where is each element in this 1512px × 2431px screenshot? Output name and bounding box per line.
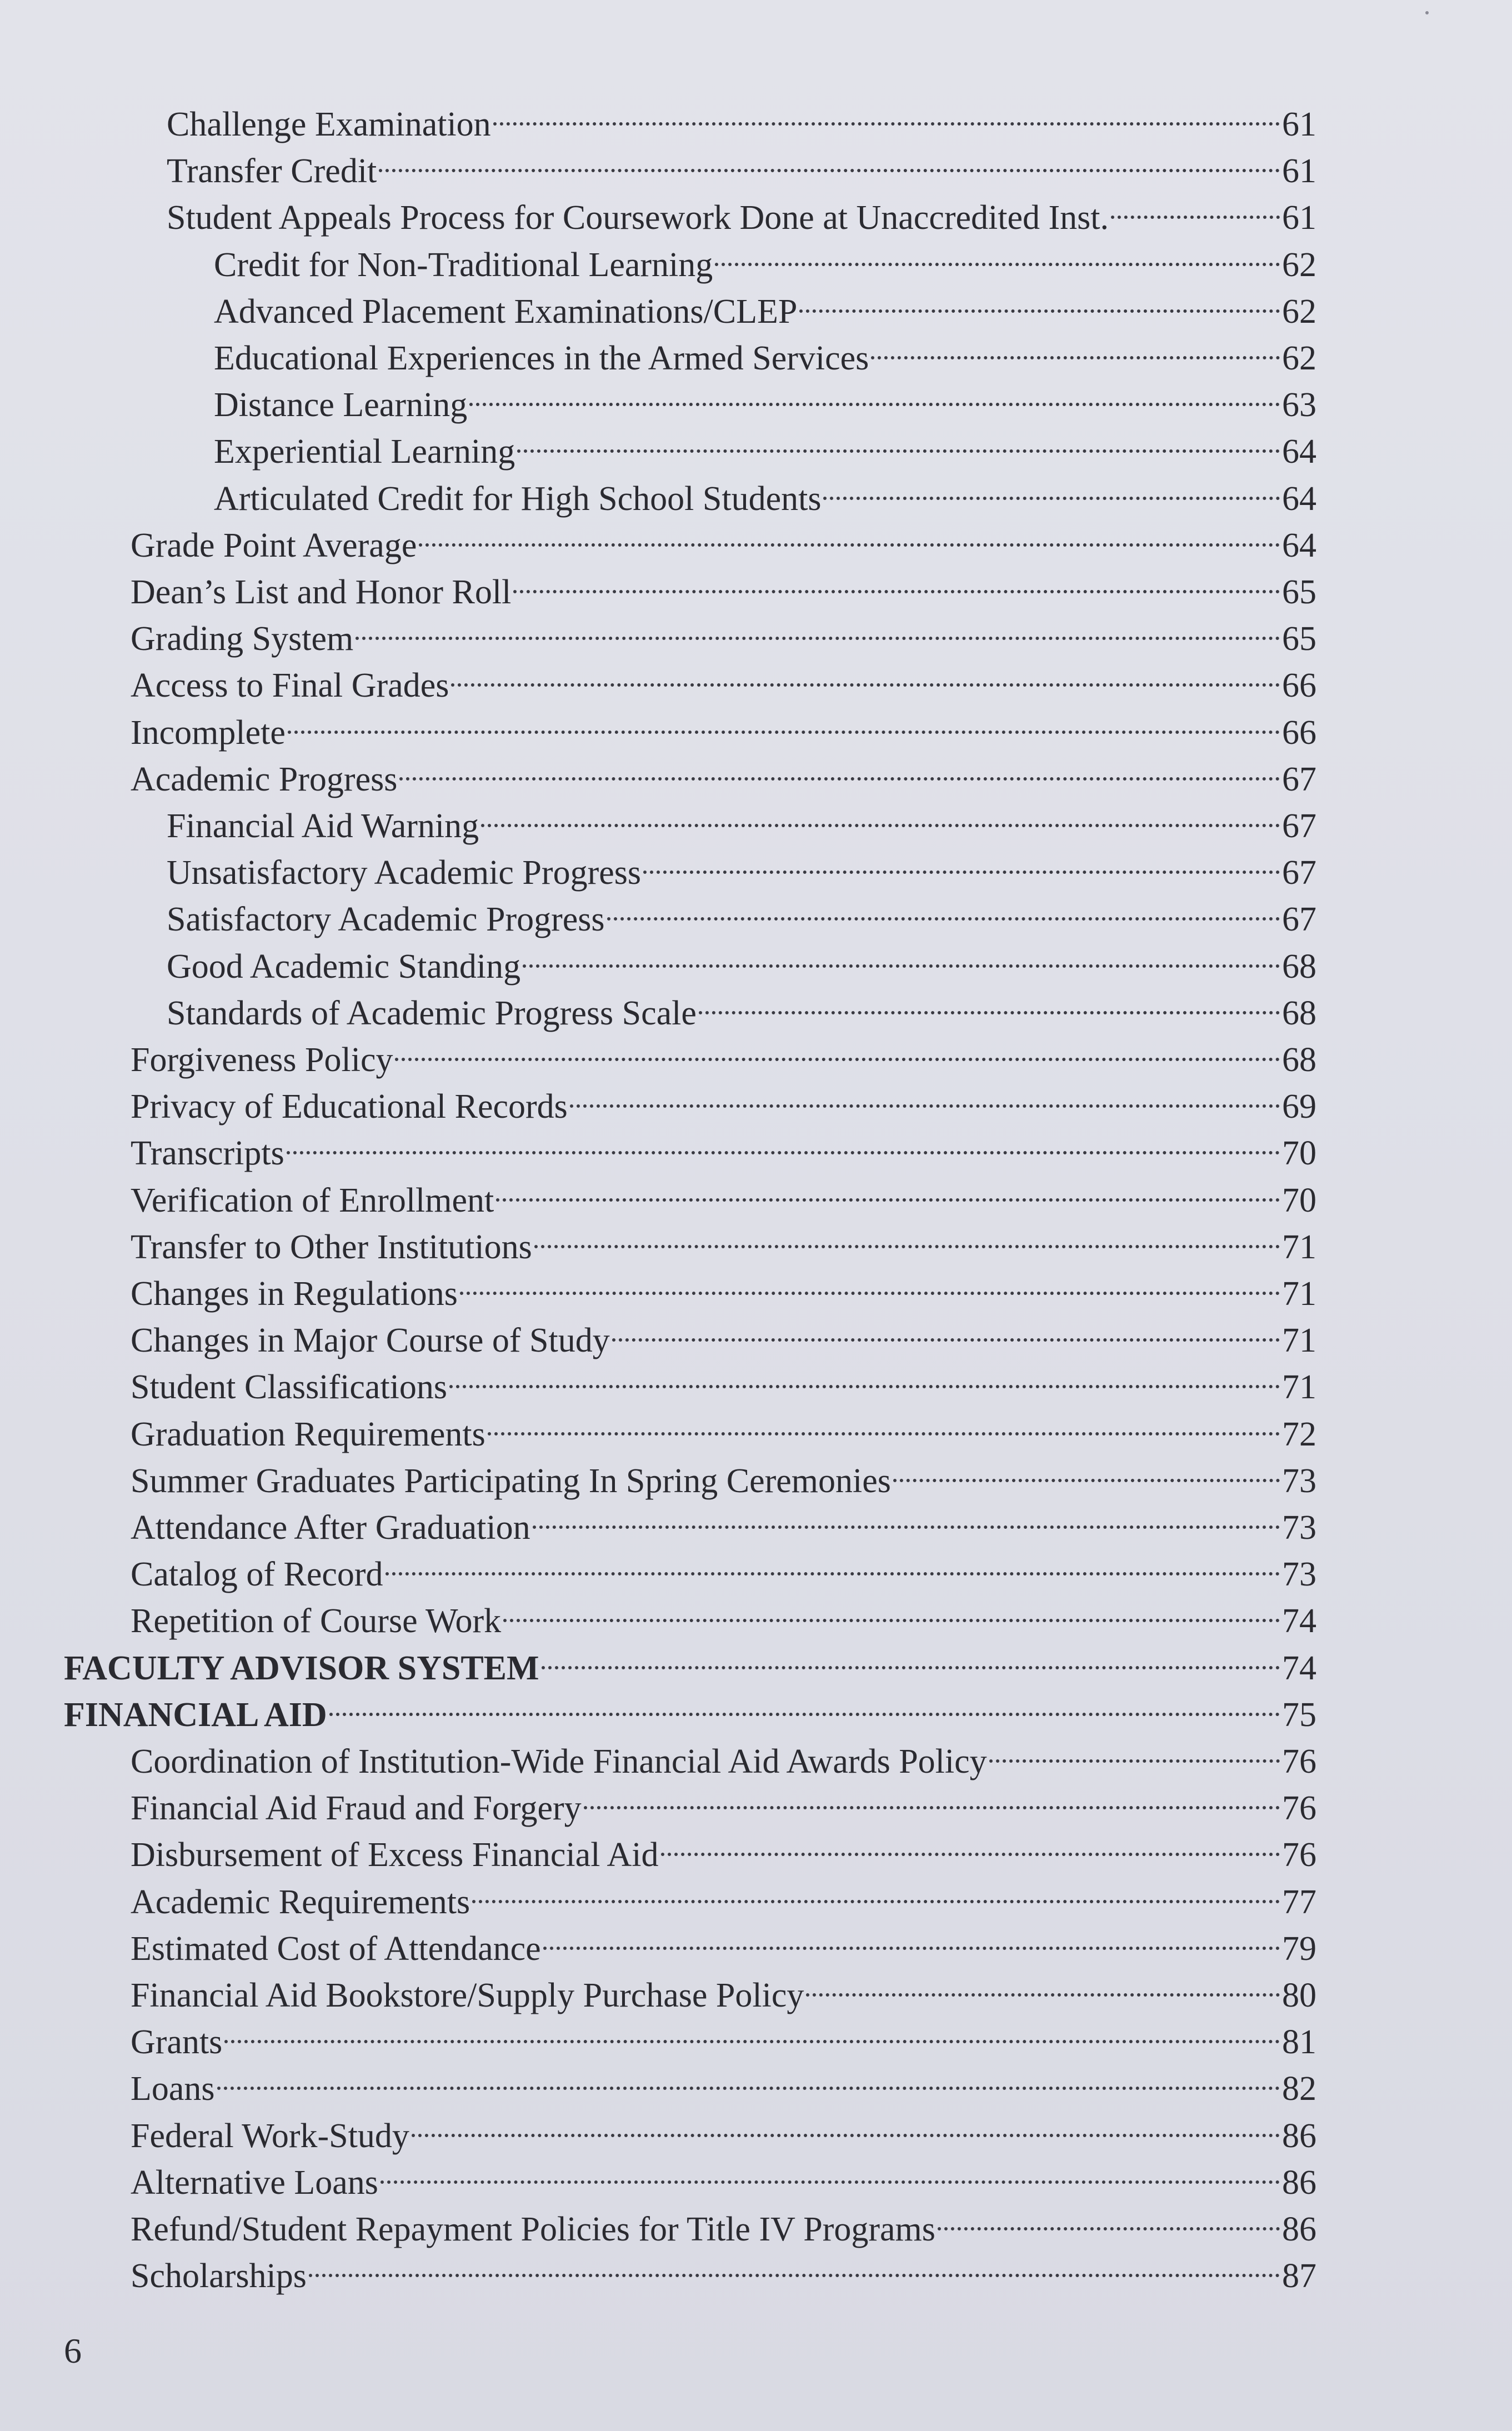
toc-entry — [64, 1679, 1316, 1734]
dot-leader — [472, 1867, 1280, 1913]
toc-entry-page: 76 — [1282, 1743, 1316, 1780]
toc-entry-title: Grade Point Average — [131, 526, 417, 564]
toc-entry — [214, 323, 1316, 377]
toc-entry-title: Transfer Credit — [167, 152, 377, 191]
dot-leader — [287, 1118, 1280, 1164]
toc-entry-page: 64 — [1282, 479, 1316, 518]
toc-entry — [131, 1913, 1316, 1968]
dot-leader — [607, 884, 1280, 931]
toc-entry — [131, 744, 1316, 798]
toc-entry-title: Educational Experiences in the Armed Services — [214, 339, 869, 377]
toc-entry-page: 73 — [1282, 1509, 1316, 1547]
toc-entry-title: Catalog of Record — [131, 1555, 383, 1594]
dot-leader — [288, 697, 1280, 744]
toc-entry — [167, 884, 1316, 939]
toc-entry-title: Standards of Academic Progress Scale — [167, 994, 697, 1032]
toc-entry-page: 62 — [1282, 246, 1316, 284]
dot-leader — [380, 2147, 1280, 2194]
toc-entry-page: 74 — [1282, 1649, 1316, 1687]
dot-leader — [823, 463, 1280, 510]
dot-leader — [469, 369, 1280, 416]
toc-entry-page: 62 — [1282, 339, 1316, 377]
toc-entry-title: FACULTY ADVISOR SYSTEM — [64, 1649, 539, 1687]
toc-entry-title: Distance Learning — [214, 386, 468, 424]
toc-entry-title: Summer Graduates Participating In Spring Ceremonies — [131, 1462, 891, 1500]
dot-leader — [584, 1773, 1280, 1819]
toc-entry-title: Dean’s List and Honor Roll — [131, 573, 512, 611]
toc-entry-title: Advanced Placement Examinations/CLEP — [214, 292, 798, 331]
toc-entry-title: Alternative Loans — [131, 2163, 378, 2202]
toc-entry — [214, 276, 1316, 331]
toc-entry-title: Loans — [131, 2070, 215, 2108]
dot-leader — [989, 1726, 1280, 1773]
toc-entry-title: Financial Aid Fraud and Forgery — [131, 1789, 582, 1828]
dot-leader — [449, 1352, 1280, 1398]
dot-leader — [699, 978, 1280, 1024]
toc-entry-page: 87 — [1282, 2257, 1316, 2295]
toc-entry — [131, 1445, 1316, 1500]
dot-leader — [513, 557, 1280, 603]
toc-entry-title: Grants — [131, 2023, 223, 2062]
toc-entry-title: Good Academic Standing — [167, 947, 521, 986]
toc-entry-page: 86 — [1282, 2210, 1316, 2248]
toc-entry-title: Challenge Examination — [167, 106, 491, 143]
toc-entry — [131, 1726, 1316, 1780]
dot-leader — [481, 791, 1280, 837]
toc-entry-page: 68 — [1282, 1041, 1316, 1079]
toc-entry — [131, 557, 1316, 611]
dot-leader — [488, 1399, 1280, 1445]
toc-entry-page: 66 — [1282, 713, 1316, 752]
dot-leader — [715, 229, 1280, 276]
toc-entry — [167, 182, 1316, 237]
toc-entry-page: 61 — [1282, 106, 1316, 143]
toc-entry-page: 71 — [1282, 1322, 1316, 1360]
toc-entry — [214, 229, 1316, 284]
toc-entry-title: Articulated Credit for High School Students — [214, 479, 822, 518]
toc-entry-title: Student Classifications — [131, 1368, 448, 1407]
toc-entry — [131, 603, 1316, 658]
toc-entry-page: 71 — [1282, 1275, 1316, 1313]
toc-entry — [131, 2100, 1316, 2155]
toc-entry-title: Experiential Learning — [214, 433, 515, 471]
toc-entry-page: 65 — [1282, 620, 1316, 658]
toc-entry-title: Changes in Regulations — [131, 1275, 458, 1313]
toc-entry — [167, 136, 1316, 191]
toc-entry — [131, 2240, 1316, 2295]
dot-leader — [543, 1913, 1280, 1960]
toc-entry-page: 81 — [1282, 2023, 1316, 2062]
toc-entry-title: Graduation Requirements — [131, 1415, 485, 1453]
toc-entry-page: 64 — [1282, 433, 1316, 471]
toc-entry-page: 73 — [1282, 1555, 1316, 1594]
toc-entry-page: 86 — [1282, 2117, 1316, 2155]
toc-entry — [131, 1539, 1316, 1594]
toc-entry-page: 75 — [1282, 1695, 1316, 1734]
dot-leader — [806, 1960, 1280, 2007]
dot-leader — [224, 2007, 1280, 2053]
toc-entry — [131, 1399, 1316, 1453]
toc-entry — [131, 1773, 1316, 1828]
toc-entry — [131, 1867, 1316, 1921]
toc-entry-title: Refund/Student Repayment Policies for Title IV Programs — [131, 2210, 935, 2248]
toc-entry — [214, 463, 1316, 518]
toc-entry-title: Satisfactory Academic Progress — [167, 901, 605, 939]
page-number: 6 — [64, 2331, 82, 2370]
toc-entry-title: Disbursement of Excess Financial Aid — [131, 1836, 659, 1874]
toc-entry-page: 77 — [1282, 1883, 1316, 1921]
toc-entry-page: 76 — [1282, 1789, 1316, 1828]
dot-leader — [612, 1305, 1280, 1352]
toc-entry-page: 76 — [1282, 1836, 1316, 1874]
toc-entry-title: Financial Aid Bookstore/Supply Purchase Policy — [131, 1977, 804, 2014]
toc-entry-page: 86 — [1282, 2163, 1316, 2202]
toc-entry-page: 65 — [1282, 573, 1316, 611]
dot-leader — [938, 2194, 1280, 2240]
toc-entry-page: 67 — [1282, 760, 1316, 798]
dot-leader — [523, 931, 1280, 978]
toc-entry — [131, 650, 1316, 705]
toc-entry — [131, 510, 1316, 564]
toc-entry-page: 63 — [1282, 386, 1316, 424]
dot-leader — [503, 1585, 1280, 1632]
toc-entry-page: 62 — [1282, 292, 1316, 331]
toc-entry-title: FINANCIAL AID — [64, 1695, 327, 1734]
dot-leader — [419, 510, 1280, 557]
toc-entry-title: Academic Progress — [131, 760, 398, 798]
toc-entry-title: Transcripts — [131, 1134, 284, 1173]
dot-leader — [217, 2053, 1280, 2100]
toc-entry-page: 70 — [1282, 1134, 1316, 1173]
toc-entry — [131, 1492, 1316, 1547]
toc-entry — [64, 1633, 1316, 1687]
toc-entry — [167, 931, 1316, 986]
dot-leader — [643, 837, 1280, 884]
dot-leader — [533, 1492, 1280, 1539]
dot-leader — [493, 89, 1280, 136]
toc-entry — [167, 791, 1316, 845]
toc-entry — [131, 1071, 1316, 1126]
toc-entry — [131, 1118, 1316, 1173]
dot-leader — [496, 1165, 1280, 1212]
dot-leader — [799, 276, 1280, 323]
dot-leader — [460, 1258, 1280, 1305]
toc-entry — [131, 2053, 1316, 2108]
dot-leader — [451, 650, 1280, 697]
toc-entry-page: 69 — [1282, 1088, 1316, 1126]
toc-entry-page: 66 — [1282, 667, 1316, 705]
dot-leader — [309, 2240, 1280, 2287]
dot-leader — [1111, 182, 1280, 229]
toc-entry-title: Incomplete — [131, 713, 286, 752]
toc-entry — [167, 978, 1316, 1032]
toc-entry — [131, 1960, 1316, 2014]
dot-leader — [517, 416, 1280, 463]
toc-entry-title: Academic Requirements — [131, 1883, 470, 1921]
dot-leader — [412, 2100, 1280, 2147]
toc-entry-title: Changes in Major Course of Study — [131, 1322, 610, 1360]
dot-leader — [542, 1633, 1280, 1679]
toc-entry-page: 67 — [1282, 807, 1316, 845]
toc-entry-page: 61 — [1282, 199, 1316, 237]
toc-entry-title: Unsatisfactory Academic Progress — [167, 854, 641, 892]
toc-entry-page: 82 — [1282, 2070, 1316, 2108]
toc-entry-title: Federal Work-Study — [131, 2117, 409, 2155]
toc-entry-page: 71 — [1282, 1228, 1316, 1266]
toc-entry — [214, 416, 1316, 471]
toc-entry-title: Access to Final Grades — [131, 667, 449, 705]
toc-entry — [131, 1258, 1316, 1313]
dot-leader — [871, 323, 1280, 369]
toc-entry — [131, 1212, 1316, 1266]
toc-entry-title: Coordination of Institution-Wide Financial Aid Awards Policy — [131, 1743, 987, 1780]
toc-entry-page: 79 — [1282, 1929, 1316, 1968]
dot-leader — [356, 603, 1280, 650]
toc-entry — [131, 1819, 1316, 1874]
dot-leader — [570, 1071, 1280, 1118]
dot-leader — [329, 1679, 1280, 1726]
toc-entry-title: Grading System — [131, 620, 354, 658]
dot-leader — [395, 1024, 1280, 1071]
toc-entry-page: 67 — [1282, 901, 1316, 939]
toc-entry-page: 70 — [1282, 1181, 1316, 1219]
dot-leader — [661, 1819, 1280, 1866]
toc-entry-title: Financial Aid Warning — [167, 807, 479, 845]
dot-leader — [385, 1539, 1280, 1585]
toc-entry-page: 68 — [1282, 947, 1316, 986]
toc-entry-page: 74 — [1282, 1602, 1316, 1640]
toc-entry — [131, 1305, 1316, 1360]
toc-entry — [167, 837, 1316, 892]
toc-entry-title: Transfer to Other Institutions — [131, 1228, 532, 1266]
toc-entry — [131, 697, 1316, 752]
toc-entry — [131, 2007, 1316, 2062]
dot-leader — [893, 1445, 1280, 1492]
toc-entry — [131, 1165, 1316, 1219]
toc-entry-title: Attendance After Graduation — [131, 1509, 530, 1547]
toc-entry — [131, 2194, 1316, 2248]
toc-entry-page: 80 — [1282, 1977, 1316, 2014]
dot-leader — [534, 1212, 1280, 1258]
toc-entry-title: Privacy of Educational Records — [131, 1088, 568, 1126]
dot-leader — [399, 744, 1280, 791]
toc-entry — [131, 1352, 1316, 1407]
toc-entry-page: 68 — [1282, 994, 1316, 1032]
toc-entry-title: Student Appeals Process for Coursework Done at Unaccredited Inst. — [167, 199, 1109, 237]
toc-entry-page: 72 — [1282, 1415, 1316, 1453]
toc-entry-title: Verification of Enrollment — [131, 1181, 494, 1219]
dot-leader — [379, 136, 1280, 182]
toc-entry-title: Scholarships — [131, 2257, 307, 2295]
toc-entry-page: 61 — [1282, 152, 1316, 191]
toc-entry — [131, 2147, 1316, 2202]
toc-entry-page: 71 — [1282, 1368, 1316, 1407]
toc-entry-page: 73 — [1282, 1462, 1316, 1500]
toc-entry-title: Forgiveness Policy — [131, 1041, 393, 1079]
toc-entry — [214, 369, 1316, 424]
corner-mark — [1425, 11, 1429, 14]
toc-entry-title: Credit for Non-Traditional Learning — [214, 246, 713, 284]
toc-entry-title: Estimated Cost of Attendance — [131, 1929, 541, 1968]
toc-entry-page: 67 — [1282, 854, 1316, 892]
toc-entry — [167, 89, 1316, 143]
toc-entry — [131, 1024, 1316, 1079]
toc-entry-title: Repetition of Course Work — [131, 1602, 502, 1640]
toc-entry — [131, 1585, 1316, 1640]
toc-entry-page: 64 — [1282, 526, 1316, 564]
